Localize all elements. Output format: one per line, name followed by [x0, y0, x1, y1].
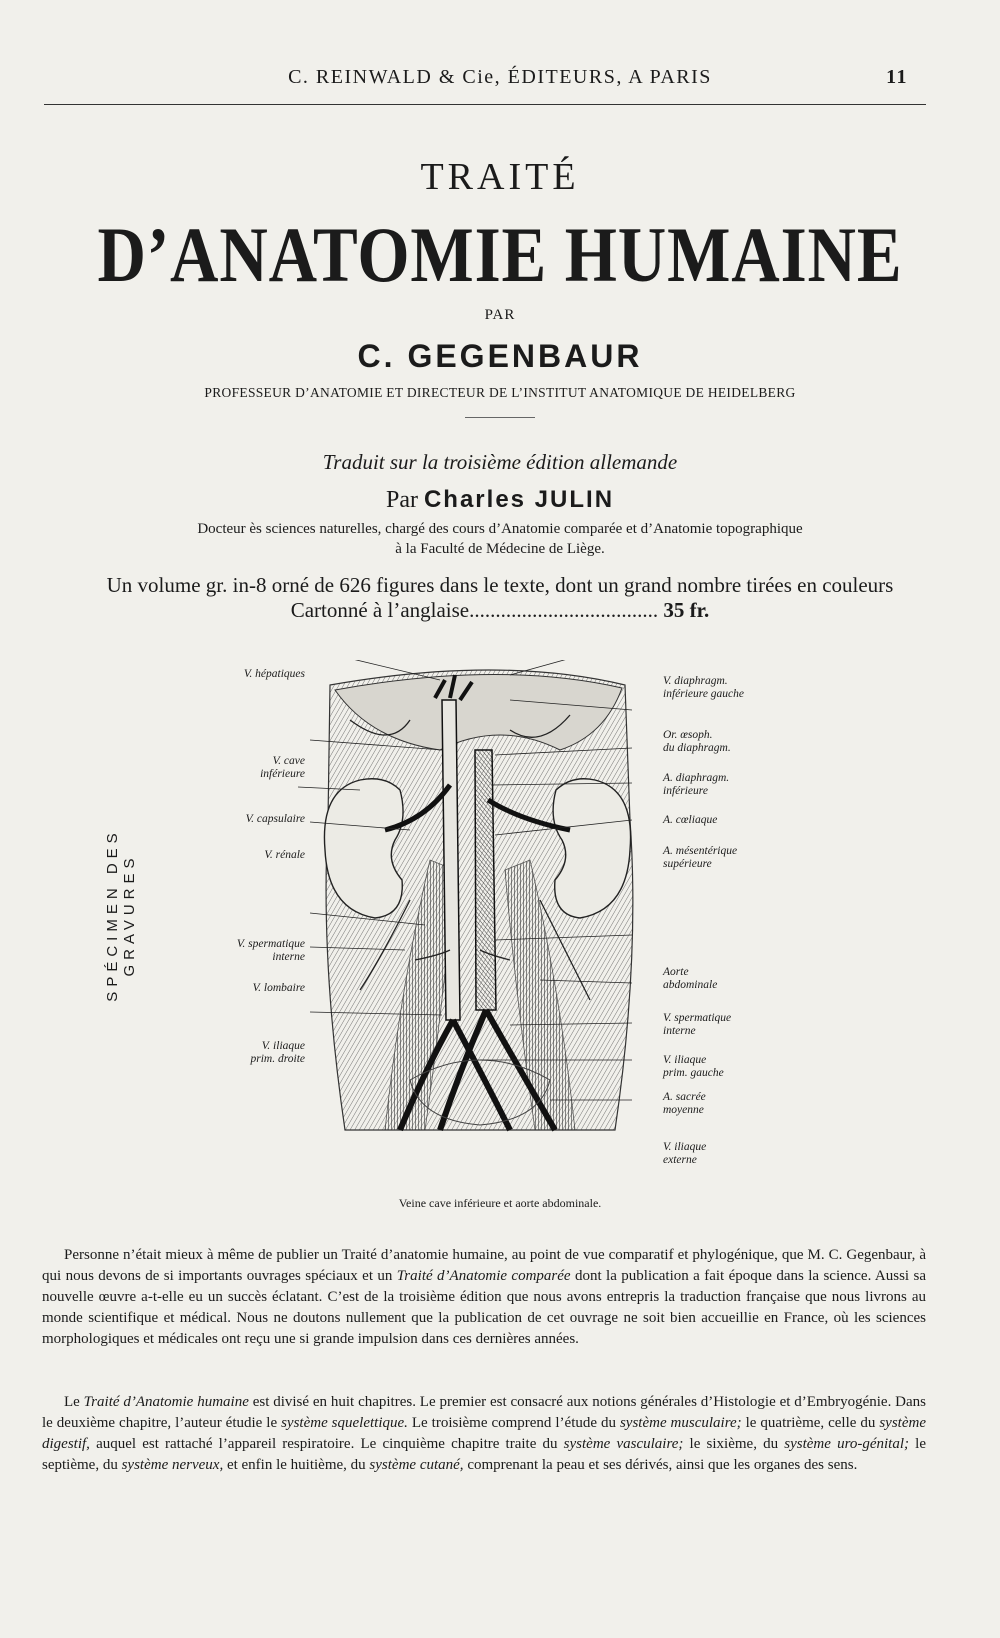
- translator-name: Charles JULIN: [423, 486, 615, 513]
- translation-note: Traduit sur la troisième édition allemande: [322, 450, 678, 474]
- label-v-hepatiques: V. hépatiques: [243, 668, 305, 680]
- label-v-diaphragm: V. diaphragm.: [663, 675, 728, 687]
- separator-rule: [465, 417, 535, 418]
- body-paragraph-1: [42, 1245, 926, 1350]
- p2-text-h: et enfin le huitième, du: [223, 1457, 370, 1473]
- label-v-renale: V. rénale: [264, 849, 305, 861]
- label-a-diaphragm-2: inférieure: [663, 785, 708, 797]
- page-number: 11: [886, 66, 908, 88]
- p2-italic-6: système uro-génital;: [784, 1436, 910, 1452]
- p2-text-c: Le troisième comprend l’étude du: [407, 1415, 620, 1431]
- header-rule: [44, 104, 926, 105]
- label-a-sacree-2: moyenne: [663, 1104, 704, 1116]
- p2-text-f: le sixième, du: [683, 1436, 785, 1452]
- label-v-cave: V. cave: [272, 755, 305, 767]
- label-v-capsulaire: V. capsulaire: [245, 813, 305, 825]
- p2-italic-2: système squelettique.: [281, 1415, 408, 1431]
- publisher-line: C. REINWALD & Cie, ÉDITEURS, A PARIS: [288, 66, 712, 88]
- p2-italic-3: système musculaire;: [619, 1415, 742, 1431]
- p2-text-a: Le: [64, 1394, 84, 1410]
- label-v-iliaque-gauche-2: prim. gauche: [663, 1067, 724, 1079]
- price-value: 35 fr.: [663, 598, 710, 622]
- p1-text-b: dont la publication a fait époque dans la science. Aussi sa nouvelle œuvre a-t-elle eu un succès éclatant. C’est de la troisième édition que nous avons entrepris la traduction française que nous livrons au monde scientifique et médical. Nous ne doutons nullement que la publication de cet ouvrage ne soit bien accueillie en France, où les sciences morphologiques et médicales ont reçu une si grande impulsion dans ces dernières années.: [42, 1268, 926, 1347]
- binding-text: Cartonné à l’anglaise: [290, 598, 470, 622]
- par-label: PAR: [484, 307, 516, 323]
- label-or-oesoph-2: du diaphragm.: [663, 742, 731, 754]
- price-line: [0, 598, 1000, 623]
- price-leader: ....................................: [469, 598, 659, 622]
- p2-text-b: est divisé en huit chapitres. Le premier est consacré aux notions générales d’Histologie et d’Embryogénie. Dans le deuxième chapitre, l’auteur étudie le: [42, 1394, 926, 1431]
- figure-caption: Veine cave inférieure et aorte abdominale.: [398, 1196, 602, 1210]
- label-v-iliaque-droite: V. iliaque: [261, 1040, 305, 1052]
- body-paragraph-2: [42, 1392, 926, 1476]
- p2-text-g: le septième, du: [42, 1436, 926, 1473]
- p1-italic: Traité d’Anatomie comparée: [396, 1268, 571, 1284]
- p2-italic-7: système nerveux,: [121, 1457, 224, 1473]
- p2-italic-4: système digestif,: [42, 1415, 926, 1452]
- p2-italic-5: système vasculaire;: [563, 1436, 684, 1452]
- label-v-iliaque-droite-2: prim. droite: [250, 1053, 305, 1065]
- translator-titles-1: Docteur ès sciences naturelles, chargé des cours d’Anatomie comparée et d’Anatomie topographique: [197, 521, 803, 537]
- label-v-iliaque-externe-2: externe: [663, 1154, 697, 1166]
- author-name: C. GEGENBAUR: [357, 338, 643, 374]
- label-aorte: Aorte: [663, 966, 689, 978]
- book-title: D’ANATOMIE HUMAINE: [97, 211, 903, 298]
- label-aorte-2: abdominale: [663, 979, 718, 991]
- label-v-spermatique-right: V. spermatique: [663, 1012, 732, 1024]
- label-v-spermatique-2: interne: [272, 951, 305, 963]
- label-a-mesenterique: A. mésentérique: [663, 845, 738, 857]
- label-v-spermatique: V. spermatique: [236, 938, 305, 950]
- label-or-oesoph: Or. œsoph.: [663, 729, 713, 741]
- aorta: [475, 750, 496, 1010]
- p2-text-d: le quatrième, celle du: [741, 1415, 880, 1431]
- label-v-spermatique-right-2: interne: [663, 1025, 696, 1037]
- title-small: TRAITÉ: [420, 156, 580, 198]
- translator-line: [0, 486, 1000, 514]
- label-a-coeliaque: A. cœliaque: [663, 814, 718, 826]
- vena-cava: [442, 700, 460, 1020]
- label-a-mesenterique-2: supérieure: [663, 858, 712, 870]
- label-v-iliaque-externe: V. iliaque: [663, 1141, 707, 1153]
- volume-description: Un volume gr. in-8 orné de 626 figures dans le texte, dont un grand nombre tirées en couleurs: [106, 573, 894, 597]
- p2-text-i: comprenant la peau et ses dérivés, ainsi que les organes des sens.: [463, 1457, 858, 1473]
- specimen-label: SPÉCIMEN DES GRAVURES: [104, 828, 138, 1002]
- label-v-iliaque-gauche: V. iliaque: [663, 1054, 707, 1066]
- author-title: PROFESSEUR D’ANATOMIE ET DIRECTEUR DE L’INSTITUT ANATOMIQUE DE HEIDELBERG: [204, 385, 796, 400]
- translator-by: Par: [385, 487, 418, 513]
- translator-titles-2: à la Faculté de Médecine de Liège.: [395, 541, 605, 557]
- label-v-diaphragm-2: inférieure gauche: [663, 688, 745, 700]
- p2-italic-1: Traité d’Anatomie humaine: [83, 1394, 249, 1410]
- label-v-cave-2: inférieure: [260, 768, 305, 780]
- label-v-lombaire: V. lombaire: [252, 982, 305, 994]
- p2-text-e: auquel est rattaché l’appareil respiratoire. Le cinquième chapitre traite du: [89, 1436, 564, 1452]
- p2-italic-8: système cutané,: [369, 1457, 464, 1473]
- label-a-diaphragm: A. diaphragm.: [663, 772, 730, 784]
- label-a-sacree: A. sacrée: [663, 1091, 706, 1103]
- p1-text-a: Personne n’était mieux à même de publier un Traité d’anatomie humaine, au point de vue comparatif et phylogénique, que M. C. Gegenbaur, à qui nous devons de si importants ouvrages spéciaux et un: [42, 1247, 926, 1284]
